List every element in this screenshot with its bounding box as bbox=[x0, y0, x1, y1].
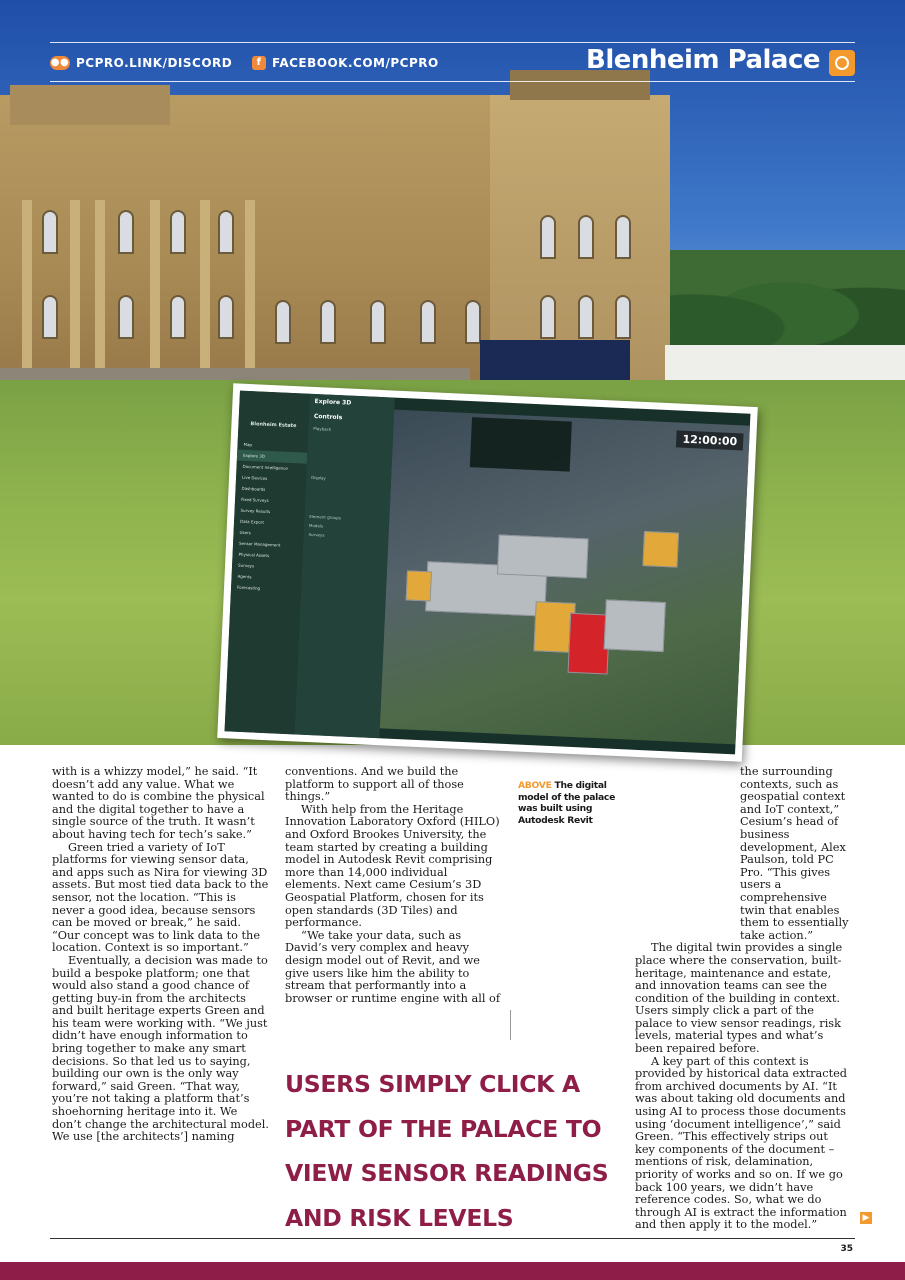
window bbox=[540, 215, 556, 259]
app-tab-title: Explore 3D bbox=[314, 397, 352, 407]
window bbox=[420, 300, 436, 344]
page-number: 35 bbox=[840, 1244, 853, 1254]
panel-item[interactable]: Display bbox=[311, 474, 326, 481]
discord-icon: ●● bbox=[50, 57, 70, 68]
article-column-2 bbox=[285, 766, 505, 1005]
masthead-bar bbox=[50, 42, 855, 82]
window bbox=[320, 300, 336, 344]
column-divider bbox=[510, 1010, 511, 1040]
app-brand: Blenheim Estate bbox=[250, 421, 297, 430]
playback-clock: 12:00:00 bbox=[676, 430, 743, 450]
arrow-right-icon: ▶ bbox=[860, 1212, 872, 1224]
window bbox=[170, 210, 186, 254]
nav-item[interactable]: Physical Assets bbox=[238, 551, 270, 559]
paragraph: The digital twin provides a single place where the conservation, built-heritage, maintenance and estate, and innovation teams can see the condition of the building in context. Users simply click a part of the palace to view sensor readings, risk levels, material types and what’s been repaired before. bbox=[635, 941, 843, 1056]
nav-item[interactable]: Document Intelligence bbox=[242, 463, 288, 471]
column bbox=[70, 200, 80, 370]
digital-twin-screenshot bbox=[217, 383, 758, 761]
paragraph: the surrounding contexts, such as geospatial context and IoT context,” Cesium’s head of business development, Alex Paulson, told PC Pro. “This gives users a comprehensive twin that enables them to essentially take action.” bbox=[740, 765, 849, 942]
window bbox=[615, 215, 631, 259]
nav-item[interactable]: Fixed Surveys bbox=[240, 496, 269, 503]
nav-item[interactable]: Users bbox=[239, 529, 251, 536]
app-nav bbox=[231, 439, 308, 596]
article-column-1 bbox=[52, 766, 270, 1144]
paragraph: “We take your data, such as David’s very complex and heavy design model out of Revit, and we give users like him the ability to stream that performantly into a browser or runtime engine with all of bbox=[285, 928, 501, 1005]
window bbox=[465, 300, 481, 344]
facebook-icon: f bbox=[252, 56, 266, 70]
nav-item[interactable]: Data Export bbox=[239, 518, 265, 525]
column bbox=[200, 200, 210, 370]
panel-item[interactable]: Element groups bbox=[309, 513, 341, 521]
paragraph: Green tried a variety of IoT platforms for viewing sensor data, and apps such as Nira for viewing 3D assets. But most tied data back to the sensor, not the location. “This is never a good idea, because sensors can be moved or break,” he said. “Our concept was to link data to the location. Context is so important.” bbox=[52, 840, 269, 955]
column bbox=[22, 200, 32, 370]
facebook-link-text: FACEBOOK.COM/PCPRO bbox=[272, 56, 439, 70]
window bbox=[42, 295, 58, 339]
bottom-band bbox=[0, 1262, 905, 1280]
caption-tag: ABOVE bbox=[518, 780, 552, 791]
window bbox=[578, 295, 594, 339]
column bbox=[95, 200, 105, 370]
controls-panel bbox=[294, 394, 394, 739]
window bbox=[275, 300, 291, 344]
panel-item[interactable]: Surveys bbox=[308, 531, 325, 538]
nav-item[interactable]: Explore 3D bbox=[237, 450, 307, 464]
window bbox=[615, 295, 631, 339]
discord-link[interactable] bbox=[50, 56, 232, 70]
paragraph: A key part of this context is provided by historical data extracted from archived documents by AI. “It was about taking old documents and using AI to process those documents using ‘document intelligence’,” said Green. “This effectively strips out key components of the document – mentions of risk, delamination, priority of works and so on. If we go back 100 years, we didn’t have reference codes. So, what we do through AI is extract the information and then apply it to the model.” bbox=[635, 1054, 848, 1232]
article-column-3 bbox=[635, 766, 850, 1232]
building-block[interactable] bbox=[604, 599, 666, 652]
window bbox=[118, 210, 134, 254]
window bbox=[578, 215, 594, 259]
paragraph: With help from the Heritage Innovation Laboratory Oxford (HILO) and Oxford Brookes University, the team started by creating a building model in Autodesk Revit comprising more than 14,000 individual elements. Next came Cesium’s 3D Geospatial Platform, chosen for its open standards (3D Tiles) and performance. bbox=[285, 802, 500, 930]
app-window bbox=[225, 391, 751, 755]
nav-item[interactable]: Map bbox=[243, 441, 253, 448]
column bbox=[245, 200, 255, 370]
controls-heading: Controls bbox=[313, 412, 343, 422]
window bbox=[370, 300, 386, 344]
footer-rule bbox=[50, 1238, 855, 1239]
palace-roof bbox=[10, 85, 170, 125]
image-caption bbox=[518, 780, 618, 826]
window bbox=[218, 210, 234, 254]
section-title: Blenheim Palace bbox=[586, 45, 820, 75]
nav-item[interactable]: Forecasting bbox=[236, 584, 261, 591]
nav-item[interactable]: Dashboards bbox=[241, 485, 266, 492]
building-block-highlighted[interactable] bbox=[406, 570, 432, 601]
caption-text: The digital model of the palace was built using Autodesk Revit bbox=[518, 780, 616, 826]
nav-item[interactable]: Live Devices bbox=[241, 474, 268, 481]
window bbox=[118, 295, 134, 339]
section-logo-icon bbox=[829, 50, 855, 76]
panel-item[interactable]: Models bbox=[308, 522, 324, 529]
column bbox=[150, 200, 160, 370]
paragraph: Eventually, a decision was made to build a bespoke platform; one that would also stand a good chance of getting buy-in from the architects and built heritage experts Green and his team were working with. “We just didn’t have enough information to bring together to make any smart decisions. So that led us to saying, building our own is the only way forward,” said Green. “That way, you’re not taking a platform that’s shoehorning heritage into it. We don’t change the architectural model. We use [the architects’] naming bbox=[52, 953, 269, 1144]
paragraph: with is a whizzy model,” he said. “It doesn’t add any value. What we wanted to do is combine the physical and the digital together to have a single source of the truth. It wasn’t about having tech for tech’s sake.” bbox=[52, 765, 265, 841]
pull-quote: USERS SIMPLY CLICK A PART OF THE PALACE TO VIEW SENSOR READINGS AND RISK LEVELS bbox=[285, 1070, 609, 1232]
paragraph: conventions. And we build the platform to support all of those things.” bbox=[285, 765, 464, 804]
nav-item[interactable]: Sensor Management bbox=[238, 540, 281, 548]
building-block[interactable] bbox=[497, 534, 589, 578]
window bbox=[42, 210, 58, 254]
truck bbox=[480, 340, 630, 385]
nav-item[interactable]: Surveys bbox=[237, 562, 255, 569]
facebook-link[interactable] bbox=[252, 56, 439, 70]
building-block-highlighted[interactable] bbox=[642, 531, 679, 568]
discord-link-text: PCPRO.LINK/DISCORD bbox=[76, 56, 233, 70]
panel-item[interactable]: Playback bbox=[313, 425, 332, 432]
window bbox=[218, 295, 234, 339]
nav-item[interactable]: Agents bbox=[237, 573, 252, 580]
element-info-popup bbox=[470, 417, 572, 471]
nav-item[interactable]: Survey Results bbox=[240, 507, 271, 515]
window bbox=[170, 295, 186, 339]
window bbox=[540, 295, 556, 339]
